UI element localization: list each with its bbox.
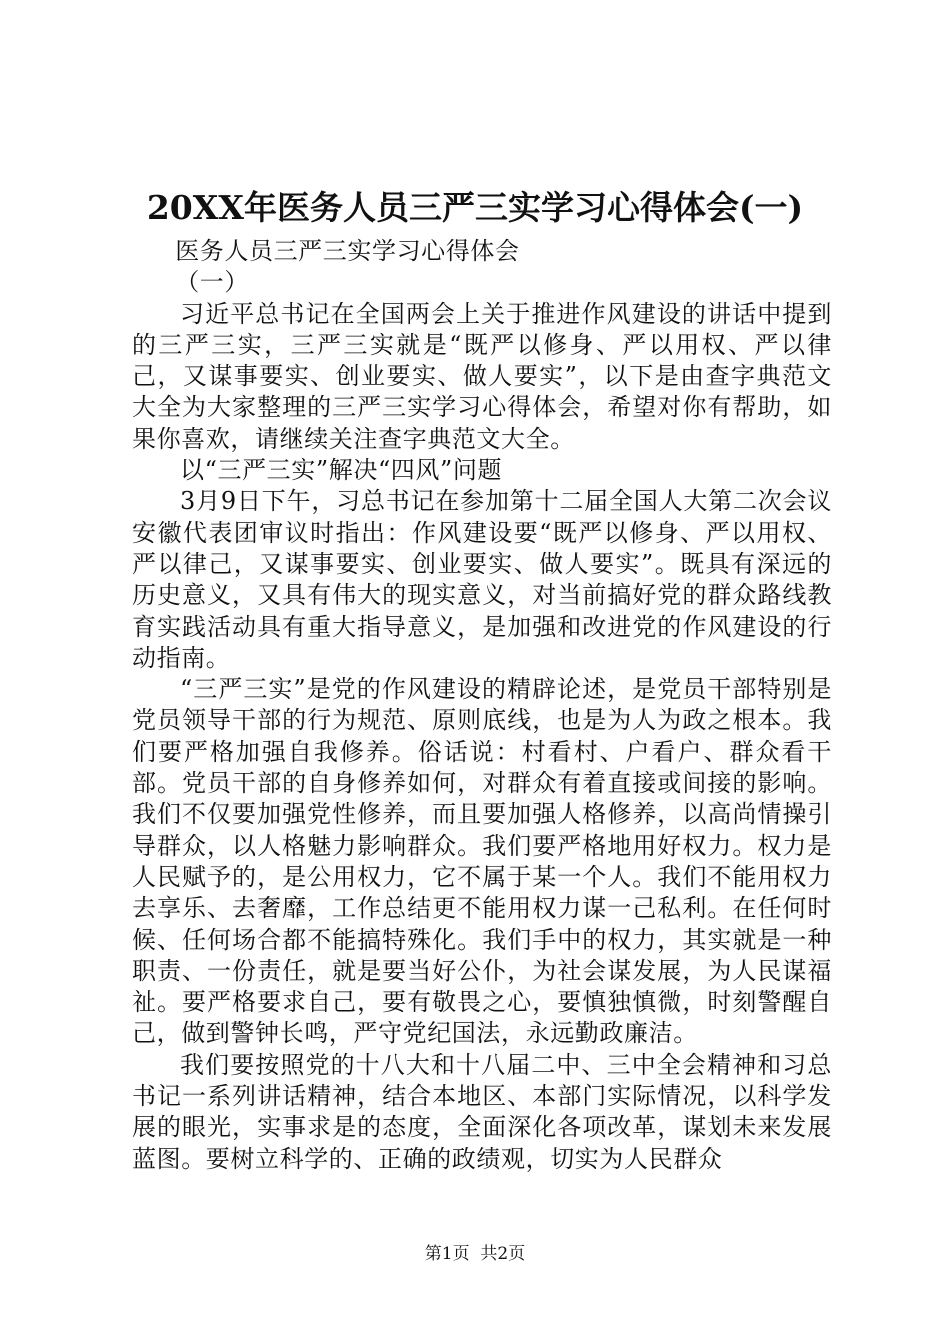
page-footer: 第1页 共2页 — [424, 1244, 526, 1264]
paragraph: “三严三实”是党的作风建设的精辟论述，是党员干部特别是党员领导干部的行为规范、原则底线，也是为人为政之根本。我们要严格加强自我修养。俗话说：村看村、户看户、群众看干部。党员干部的自身修养如何，对群众有着直接或间接的影响。我们不仅要加强党性修养，而且要加强人格修养，以高尚情操引导群众，以人格魅力影响群众。我们要严格地用好权力。权力是人民赋予的，是公用权力，它不属于某一个人。我们不能用权力去享乐、去奢靡，工作总结更不能用权力谋一己私利。在任何时候、任何场合都不能搞特殊化。我们手中的权力，其实就是一种职责、一份责任，就是要当好公仆，为社会谋发展，为人民谋福祉。要严格要求自己，要有敬畏之心，要慎独慎微，时刻警醒自己，做到警钟长鸣，严守党纪国法，永远勤政廉洁。 — [132, 675, 832, 1048]
document-title: 20XX年医务人员三严三实学习心得体会(一) — [146, 188, 804, 227]
paragraph-intro: 习近平总书记在全国两会上关于推进作风建设的讲话中提到的三严三实，三严三实就是“既严以修身、严以用权、严以律己，又谋事要实、创业要实、做人要实”，以下是由查字典范文大全为大家整理的三严三实学习心得体会，希望对你有帮助，如果你喜欢，请继续关注查字典范文大全。 — [132, 299, 832, 453]
section-heading: 以“三严三实”解决“四风”问题 — [180, 456, 503, 485]
document-body — [132, 236, 832, 1175]
document-subtitle: 医务人员三严三实学习心得体会 — [175, 237, 520, 265]
part-number: （一） — [175, 268, 249, 297]
paragraph: 3月9日下午，习总书记在参加第十二届全国人大第二次会议安徽代表团审议时指出：作风建设要“既严以修身、严以用权、严以律己，又谋事要实、创业要实、做人要实”。既具有深远的历史意义，又具有伟大的现实意义，对当前搞好党的群众路线教育实践活动具有重大指导意义，是加强和改进党的作风建设的行动指南。 — [132, 487, 832, 672]
paragraph: 我们要按照党的十八大和十八届二中、三中全会精神和习总书记一系列讲话精神，结合本地区、本部门实际情况，以科学发展的眼光，实事求是的态度，全面深化各项改革，谋划未来发展蓝图。要树立科学的、正确的政绩观，切实为人民群众 — [132, 1050, 832, 1173]
